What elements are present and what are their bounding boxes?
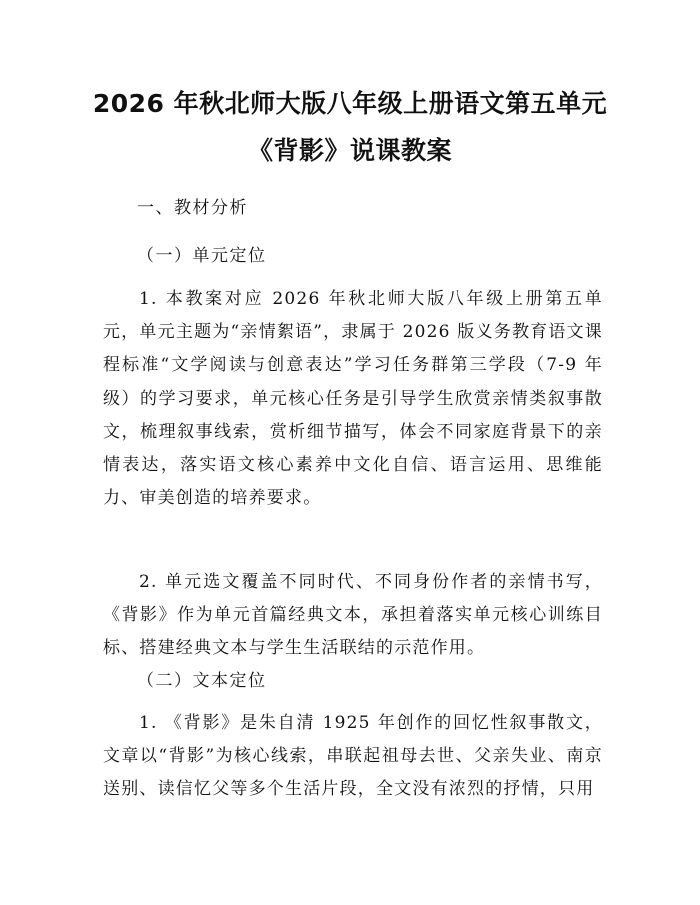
paragraph-unit-positioning-1: 1. 本教案对应 2026 年秋北师大版八年级上册第五单元，单元主题为“亲情絮语”，隶属于 2026 版义务教育语文课程标准“文学阅读与创意表达”学习任务群第三学段（7-9 年级）的学习要求，单元核心任务是引导学生欣赏亲情类叙事散文，梳理叙事线索，赏析细节描写，体会不同家庭背景下的亲情表达，落实语文核心素养中文化自信、语言运用、思维能力、审美创造的培养要求。	[103, 289, 603, 509]
subsection-heading-unit-positioning: （一）单元定位	[137, 246, 267, 266]
document-title-line2: 《背影》说课教案	[247, 136, 452, 165]
section-heading-textbook-analysis: 一、教材分析	[137, 198, 248, 218]
document-title-line1: 2026 年秋北师大版八年级上册语文第五单元	[92, 89, 608, 118]
subsection-heading-text-positioning: （二）文本定位	[137, 671, 267, 691]
paragraph-unit-positioning-2: 2. 单元选文覆盖不同时代、不同身份作者的亲情书写，《背影》作为单元首篇经典文本，承担着落实单元核心训练目标、搭建经典文本与学生生活联结的示范作用。	[103, 572, 603, 659]
paragraph-text-positioning-1: 1. 《背影》是朱自清 1925 年创作的回忆性叙事散文，文章以“背影”为核心线索，串联起祖母去世、父亲失业、南京送别、读信忆父等多个生活片段，全文没有浓烈的抒情，只用	[103, 713, 603, 800]
